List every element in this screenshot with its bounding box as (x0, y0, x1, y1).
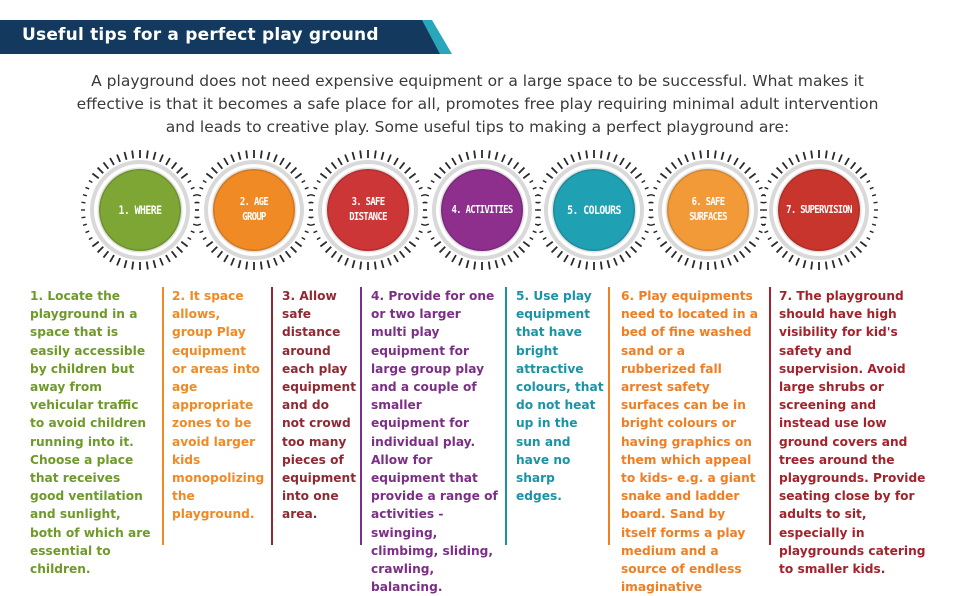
column-divider (162, 287, 164, 545)
tip-badge-2 (192, 148, 316, 272)
tip-badge-label: 4. ACTIVITIES (451, 203, 513, 216)
page-title: Useful tips for a perfect play ground (22, 25, 379, 45)
tip-text-4: 4. Provide for one or two larger multi play equipment for large group play and a couple of smaller equipment for individual play. Allow for equipment that provide a range of activities - swinging, climbimg, sliding, crawling, balancing. (371, 289, 498, 595)
tip-badge-1 (78, 148, 202, 272)
tip-badge-label: 3. SAFE DISTANCE (349, 196, 387, 223)
tip-badge-7 (757, 148, 881, 272)
tip-text-7: 7. The playground should have high visibility for kid's safety and supervision. Avoid large shrubs or screening and instead use low ground covers and trees around the playgrounds. Provide seating close by for adults to sit, especially in playgrounds catering to smaller kids. (779, 289, 926, 577)
tip-badge-6 (646, 148, 770, 272)
column-divider (271, 287, 273, 545)
tip-text-2: 2. It space allows, group Play equipment or areas into age appropriate zones to be avoid larger kids monopolizing the playground. (172, 289, 265, 522)
tip-text-1: 1. Locate the playground in a space that is easily accessible by children but away from vehicular traffic to avoid children running into it. Choose a place that receives good ventilation and sunlight, both of which are essential to children. (30, 289, 151, 577)
tip-badge-label: 6. SAFE SURFACES (689, 196, 727, 223)
header-banner (0, 20, 452, 54)
tip-text-3: 3. Allow safe distance around each play equipment and do not crowd too many pieces of equipment into one area. (282, 289, 357, 522)
tip-text-6: 6. Play equipments need to located in a bed of fine washed sand or a rubberized fall arrest safety surfaces can be in bright colours or having graphics on them which appeal to kids- e.g. a giant snake and ladder board. Sand by itself forms a play medium and a source of endless imaginative (621, 289, 758, 595)
tip-badge-4 (420, 148, 544, 272)
column-divider (505, 287, 507, 545)
tip-badge-3 (306, 148, 430, 272)
tip-badge-label: 5. COLOURS (567, 202, 621, 217)
tip-text-5: 5. Use play equipment that have bright attractive colours, that do not heat up in the sun and have no sharp edges. (516, 289, 604, 504)
column-divider (769, 287, 771, 545)
tip-badge-label: 7. SUPERVISION (786, 203, 852, 216)
column-divider (360, 287, 362, 545)
tip-badge-label: 2. AGE GROUP (239, 196, 269, 223)
column-divider (608, 287, 610, 545)
tip-badge-5 (532, 148, 656, 272)
intro-paragraph: A playground does not need expensive equipment or a large space to be successful. What makes it effective is that it becomes a safe place for all, promotes free play requiring minimal adult intervention and leads to creative play. Some useful tips to making a perfect playground are: (76, 72, 879, 136)
tip-badge-label: 1. WHERE (118, 202, 162, 217)
